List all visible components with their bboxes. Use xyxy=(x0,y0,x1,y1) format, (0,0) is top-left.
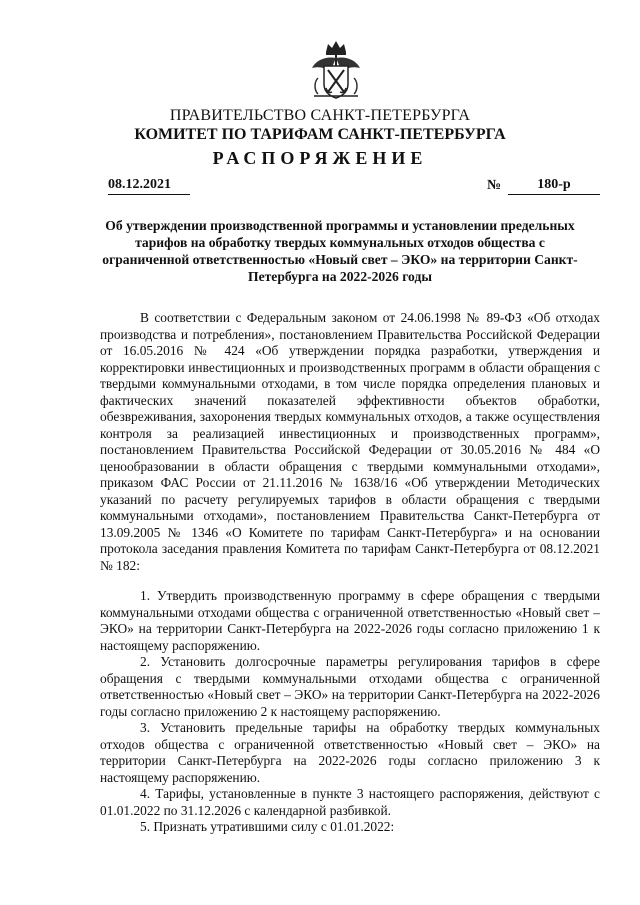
number-label: № xyxy=(487,178,502,193)
document-title: Об утверждении производственной программы и установлении предельных тарифов на обработку твердых коммунальных отходов общества с ограниченной ответственностью «Новый свет – ЭКО» на территории Санкт-Петербурга на 2022-2026 годы xyxy=(102,218,578,284)
committee-name: КОМИТЕТ ПО ТАРИФАМ САНКТ-ПЕТЕРБУРГА xyxy=(134,126,506,143)
preamble-paragraph: В соответствии с Федеральным законом от 24.06.1998 № 89-ФЗ «Об отходах производства и потребления», постановлением Правительства Российской Федерации от 16.05.2016 № 424 «Об утверждении порядка разработки, утверждения и корректировки инвестиционных и производственных программ в области обращения с твердыми коммунальными отходами, в том числе порядка определения плановых и фактических значений показателей эффективности объектов обработки, обезвреживания, захоронения твердых коммунальных отходов, а также осуществления контроля за реализацией инвестиционных и производственных программ», постановлением Правительства Российской Федерации от 30.05.2016 № 484 «О ценообразовании в области обращения с твердыми коммунальными отходами», приказом ФАС России от 21.11.2016 № 1638/16 «Об утверждении Методических указаний по расчету регулируемых тарифов в области обращения с твердыми коммунальными отходами», постановлением Правительства Санкт-Петербурга от 13.09.2005 № 1346 «О Комитете по тарифам Санкт-Петербурга» и на основании протокола заседания правления Комитета по тарифам Санкт-Петербурга от 08.12.2021 № 182: xyxy=(100,310,600,573)
list-item: 3. Установить предельные тарифы на обработку твердых коммунальных отходов общества с ограниченной ответственностью «Новый свет – ЭКО» на территории Санкт-Петербурга на 2022-2026 годы согласно приложению 3 к настоящему распоряжению. xyxy=(100,720,600,785)
list-item: 4. Тарифы, установленные в пункте 3 настоящего распоряжения, действуют с 01.01.2022 по 31.12.2026 с календарной разбивкой. xyxy=(100,786,600,818)
document-body xyxy=(100,310,600,836)
list-item: 5. Признать утратившими силу с 01.01.2022: xyxy=(140,819,395,834)
document-number: 180-р xyxy=(508,177,600,195)
document-type: РАСПОРЯЖЕНИЕ xyxy=(212,148,428,168)
coat-of-arms-icon xyxy=(308,38,364,102)
list-item: 2. Установить долгосрочные параметры регулирования тарифов в сфере обращения с твердыми коммунальными отходами общества с ограниченной ответственностью «Новый свет – ЭКО» на территории Санкт-Петербурга на 2022-2026 годы согласно приложению 2 к настоящему распоряжению. xyxy=(100,654,600,719)
list-item: 1. Утвердить производственную программу в сфере обращения с твердыми коммунальными отходами общества с ограниченной ответственностью «Новый свет – ЭКО» на территории Санкт-Петербурга на 2022-2026 годы согласно приложению 1 к настоящему распоряжению. xyxy=(100,588,600,653)
government-name: ПРАВИТЕЛЬСТВО САНКТ-ПЕТЕРБУРГА xyxy=(169,107,471,124)
document-date: 08.12.2021 xyxy=(108,177,190,195)
